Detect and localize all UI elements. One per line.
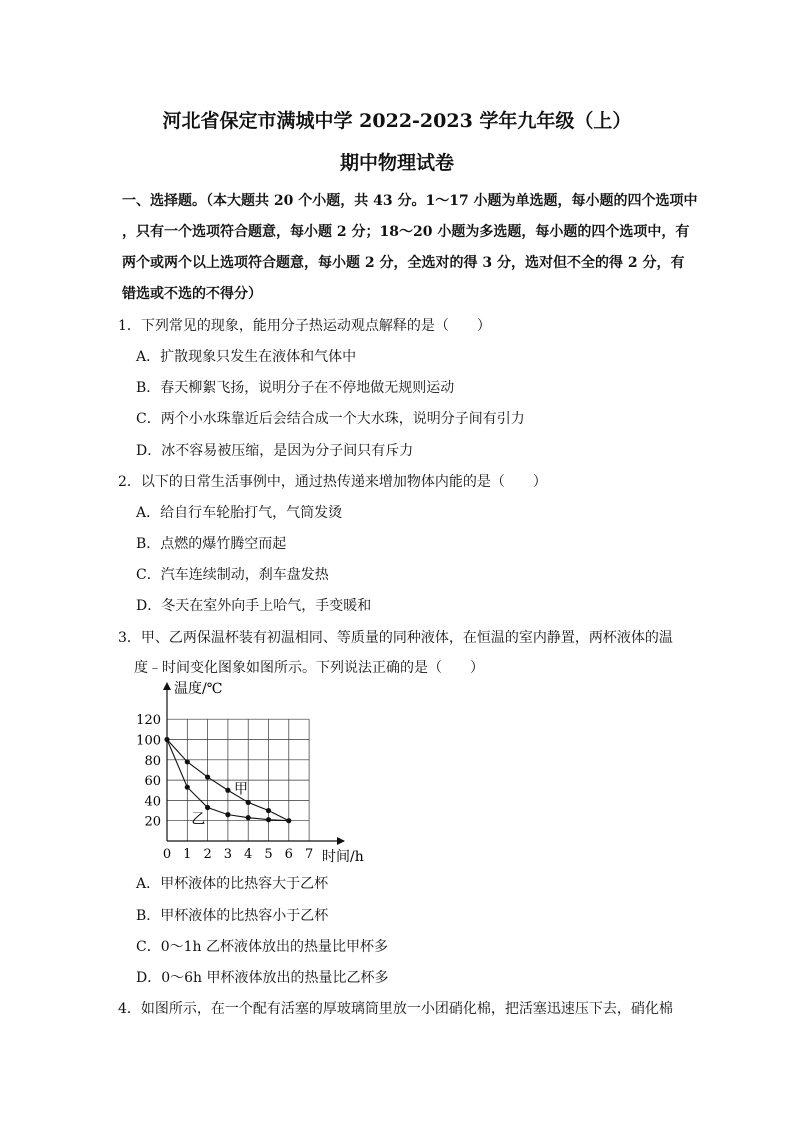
x-tick-label: 0 [162, 847, 172, 862]
question-1-option-b: B．春天柳絮飞扬，说明分子在不停地做无规则运动 [136, 380, 455, 396]
x-tick-label: 5 [264, 847, 273, 862]
question-1-stem: 1．下列常见的现象，能用分子热运动观点解释的是（ ） [118, 318, 491, 334]
question-2-option-b: B．点燃的爆竹腾空而起 [136, 536, 287, 552]
question-3-option-d: D．0～6h 甲杯液体放出的热量比乙杯多 [136, 970, 389, 986]
data-point [266, 817, 271, 822]
data-point [185, 785, 190, 790]
y-tick-label: 120 [136, 713, 161, 729]
series-label-yi: 乙 [191, 811, 206, 828]
temperature-time-chart [132, 678, 382, 868]
question-3-stem-line-1: 3．甲、乙两保温杯装有初温相同、等质量的同种液体，在恒温的室内静置，两杯液体的温 [118, 630, 673, 646]
question-1-option-d: D．冰不容易被压缩，是因为分子间只有斥力 [136, 443, 414, 459]
section-instructions-line-3: 两个或两个以上选项符合题意，每小题 2 分，全选对的得 3 分，选对但不全的得 2 分，有 [122, 255, 685, 271]
data-point [266, 808, 271, 813]
data-point [185, 759, 190, 764]
section-instructions-line-2: ，只有一个选项符合题意，每小题 2 分；18～20 小题为多选题，每小题的四个选项中，有 [122, 224, 690, 240]
y-axis-label: 温度/℃ [174, 681, 223, 697]
data-point [205, 805, 210, 810]
series-label-jia: 甲 [233, 781, 248, 798]
x-tick-label: 3 [223, 847, 233, 862]
data-point [225, 812, 230, 817]
y-tick-label: 40 [144, 794, 161, 810]
exam-title-line1: 河北省保定市满城中学 2022-2023 学年九年级（上） [162, 110, 632, 132]
exam-title-line2: 期中物理试卷 [339, 152, 454, 174]
y-tick-label: 80 [144, 753, 161, 769]
question-2-stem: 2．以下的日常生活事例中，通过热传递来增加物体内能的是（ ） [118, 474, 547, 490]
question-1-option-c: C．两个小水珠靠近后会结合成一个大水珠，说明分子间有引力 [136, 411, 525, 427]
y-tick-label: 20 [144, 814, 161, 830]
question-3-option-b: B．甲杯液体的比热容小于乙杯 [136, 908, 329, 924]
question-2-option-a: A．给自行车轮胎打气，气筒发烫 [136, 505, 343, 521]
question-3-option-c: C．0～1h 乙杯液体放出的热量比甲杯多 [136, 939, 388, 955]
section-instructions-line-1: 一、选择题。（本大题共 20 个小题，共 43 分。1～17 小题为单选题，每小题的四个选项中 [122, 193, 698, 209]
data-point [205, 774, 210, 779]
question-1-option-a: A．扩散现象只发生在液体和气体中 [136, 349, 357, 365]
y-tick-label: 100 [136, 733, 161, 749]
y-tick-label: 60 [144, 774, 161, 790]
data-point [286, 818, 291, 823]
x-tick-label: 1 [183, 847, 192, 862]
x-tick-label: 2 [203, 847, 212, 862]
data-point [246, 800, 251, 805]
x-tick-label: 4 [244, 847, 253, 862]
data-point [246, 815, 251, 820]
data-point [164, 737, 169, 742]
data-point [225, 788, 230, 793]
chart-labels [136, 680, 364, 865]
y-axis-arrow [163, 682, 171, 690]
question-4-stem-line-1: 4．如图所示，在一个配有活塞的厚玻璃筒里放一小团硝化棉，把活塞迅速压下去，硝化棉 [118, 1001, 673, 1017]
question-2-option-c: C．汽车连续制动，刹车盘发热 [136, 567, 329, 583]
section-instructions-line-4: 错选或不选的不得分） [122, 286, 262, 302]
x-axis-label: 时间/h [322, 849, 364, 865]
x-tick-label: 6 [284, 847, 293, 862]
question-2-option-d: D．冬天在室外向手上哈气，手变暖和 [136, 598, 372, 614]
x-tick-label: 7 [304, 847, 314, 862]
question-3-option-a: A．甲杯液体的比热容大于乙杯 [136, 876, 329, 892]
question-3-stem-line-2: 度﹣时间变化图象如图所示。下列说法正确的是（ ） [134, 660, 484, 676]
x-axis-arrow [337, 837, 345, 845]
